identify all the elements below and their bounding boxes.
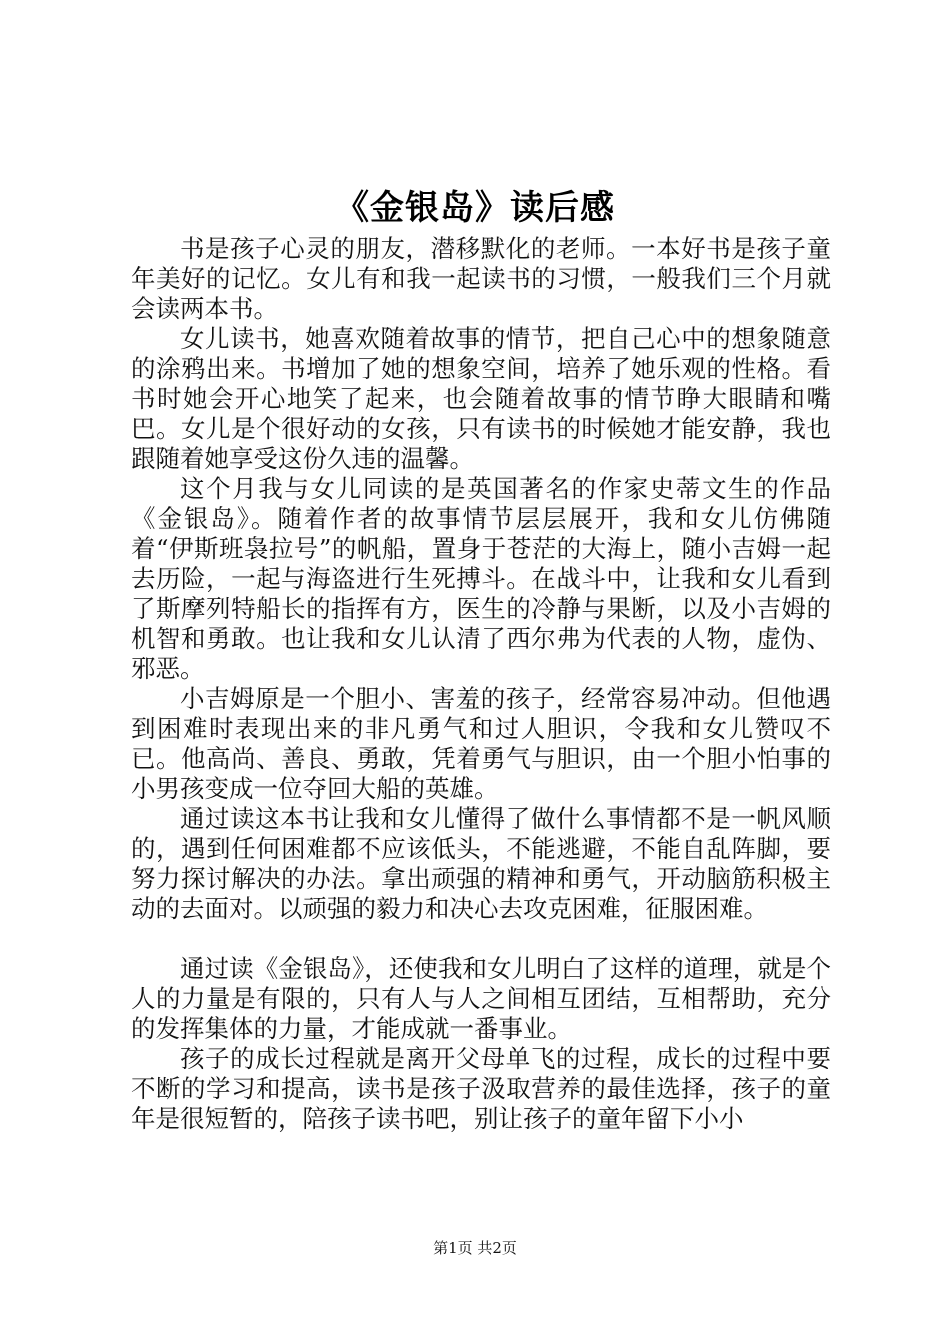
paragraph: 书是孩子心灵的朋友，潜移默化的老师。一本好书是孩子童年美好的记忆。女儿有和我一起读书的习惯，一般我们三个月就会读两本书。 [131,234,831,323]
paragraph: 孩子的成长过程就是离开父母单飞的过程，成长的过程中要不断的学习和提高，读书是孩子汲取营养的最佳选择，孩子的童年是很短暂的，陪孩子读书吧，别让孩子的童年留下小小 [131,1044,831,1133]
page-number-footer: 第1页 共2页 [433,1239,517,1257]
paragraph: 这个月我与女儿同读的是英国著名的作家史蒂文生的作品《金银岛》。随着作者的故事情节层层展开，我和女儿仿佛随着“伊斯班袅拉号”的帆船，置身于苍茫的大海上，随小吉姆一起去历险，一起与海盗进行生死搏斗。在战斗中，让我和女儿看到了斯摩列特船长的指挥有方，医生的冷静与果断，以及小吉姆的机智和勇敢。也让我和女儿认清了西尔弗为代表的人物，虚伪、邪恶。 [131,474,831,683]
document-body [131,234,831,1134]
paragraph: 通过读《金银岛》，还使我和女儿明白了这样的道理，就是个人的力量是有限的，只有人与人之间相互团结，互相帮助，充分的发挥集体的力量，才能成就一番事业。 [131,954,831,1043]
paragraph: 小吉姆原是一个胆小、害羞的孩子，经常容易冲动。但他遇到困难时表现出来的非凡勇气和过人胆识，令我和女儿赞叹不已。他高尚、善良、勇敢，凭着勇气与胆识，由一个胆小怕事的小男孩变成一位夺回大船的英雄。 [131,684,831,803]
paragraph: 通过读这本书让我和女儿懂得了做什么事情都不是一帆风顺的，遇到任何困难都不应该低头，不能逃避，不能自乱阵脚，要努力探讨解决的办法。拿出顽强的精神和勇气，开动脑筋积极主动的去面对。以顽强的毅力和决心去攻克困难，征服困难。 [131,804,831,923]
document-title: 《金银岛》读后感 [335,188,615,228]
paragraph: 女儿读书，她喜欢随着故事的情节，把自己心中的想象随意的涂鸦出来。书增加了她的想象空间，培养了她乐观的性格。看书时她会开心地笑了起来，也会随着故事的情节睁大眼睛和嘴巴。女儿是个很好动的女孩，只有读书的时候她才能安静，我也跟随着她享受这份久违的温馨。 [131,324,831,473]
